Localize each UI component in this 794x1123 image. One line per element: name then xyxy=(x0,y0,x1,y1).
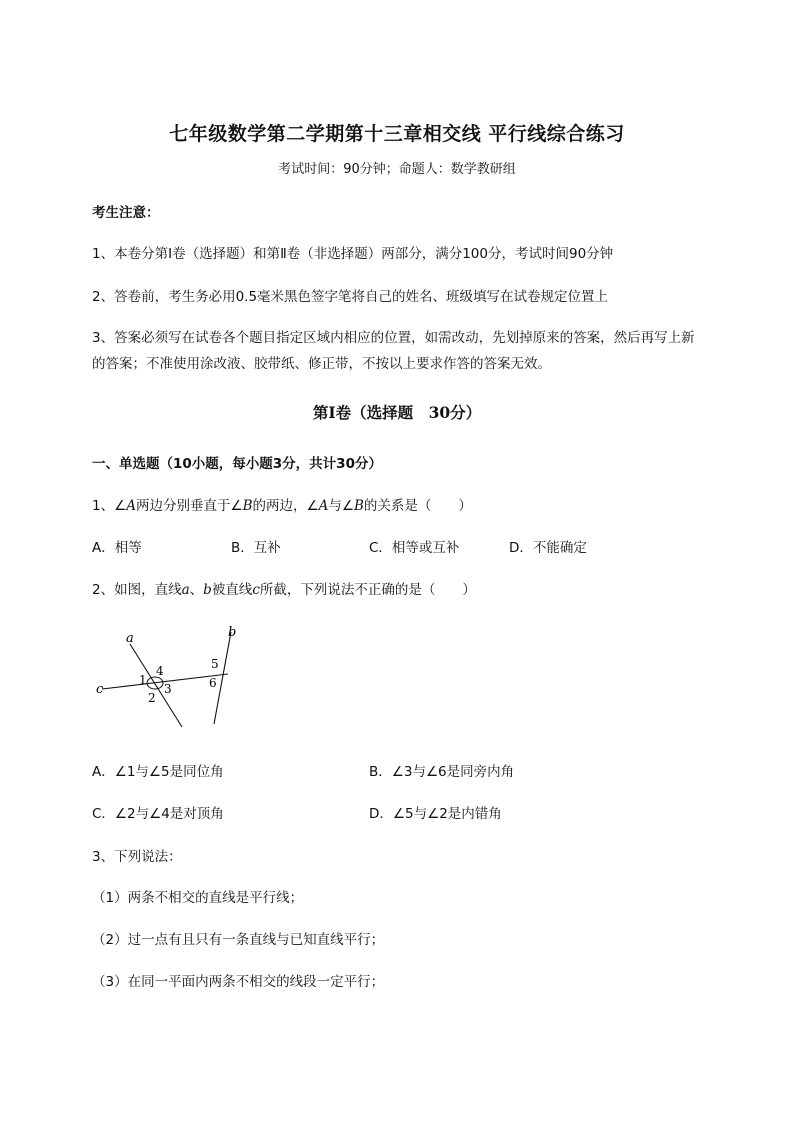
transversal-figure xyxy=(90,620,260,735)
q1-option-d[interactable]: D．不能确定 xyxy=(509,540,587,556)
q1-option-c[interactable]: C．相等或互补 xyxy=(369,540,460,556)
q2-option-c[interactable]: C．∠2与∠4是对顶角 xyxy=(92,806,224,822)
label-a: a xyxy=(126,631,134,646)
q2-option-b[interactable]: B．∠3与∠6是同旁内角 xyxy=(369,764,515,780)
q1-option-b[interactable]: B．互补 xyxy=(231,540,281,556)
angle-4: 4 xyxy=(156,664,164,678)
q3-statement-3: （3）在同一平面内两条不相交的线段一定平行； xyxy=(92,974,385,990)
page-title: 七年级数学第二学期第十三章相交线 平行线综合练习 xyxy=(169,123,625,145)
q1-mid2: 的两边，∠ xyxy=(252,498,319,514)
q2-option-d[interactable]: D．∠5与∠2是内错角 xyxy=(369,806,502,822)
question-2-stem xyxy=(92,578,476,598)
q1-mid3: 与∠ xyxy=(328,498,354,514)
angle-5: 5 xyxy=(211,657,219,671)
question-1-stem xyxy=(92,494,472,514)
q1-suffix: 的关系是（ ） xyxy=(363,498,472,514)
q3-statement-1: （1）两条不相交的直线是平行线； xyxy=(92,890,304,906)
label-b: b xyxy=(228,625,237,640)
angle-2: 2 xyxy=(148,691,156,705)
q2-option-a[interactable]: A．∠1与∠5是同位角 xyxy=(92,764,224,780)
q2-line-c: c xyxy=(252,582,260,598)
section-title: 第I卷（选择题 30分） xyxy=(312,403,482,422)
notice-item-3-cont: 的答案；不准使用涂改液、胶带纸、修正带，不按以上要求作答的答案无效。 xyxy=(92,356,551,372)
q2-mid: 被直线 xyxy=(211,582,253,598)
q1-option-a[interactable]: A．相等 xyxy=(92,540,142,556)
q1-angle-b: B xyxy=(242,498,253,514)
label-c: c xyxy=(96,682,104,697)
angle-3: 3 xyxy=(164,682,172,696)
notice-item-3: 3、答案必须写在试卷各个题目指定区域内相应的位置，如需改动，先划掉原来的答案，然后再写上新 xyxy=(92,330,695,346)
q1-angle-a: A xyxy=(126,498,136,514)
q2-sep: 、 xyxy=(189,582,204,598)
angle-1: 1 xyxy=(139,673,147,687)
q1-mid1: 两边分别垂直于∠ xyxy=(135,498,243,514)
q1-angle-a2: A xyxy=(318,498,329,514)
line-a xyxy=(130,644,182,727)
question-3-stem: 3、下列说法： xyxy=(92,849,182,865)
notice-heading: 考生注意： xyxy=(92,205,160,221)
q2-suffix: 所截，下列说法不正确的是（ ） xyxy=(259,582,476,598)
q3-statement-2: （2）过一点有且只有一条直线与已知直线平行； xyxy=(92,932,385,948)
notice-item-1: 1、本卷分第I卷（选择题）和第Ⅱ卷（非选择题）两部分，满分100分，考试时间90分钟 xyxy=(92,246,614,262)
angle-6: 6 xyxy=(209,676,217,690)
part-heading: 一、单选题（10小题，每小题3分，共计30分） xyxy=(92,456,382,472)
q2-prefix: 2、如图，直线 xyxy=(92,582,182,598)
q1-angle-b2: B xyxy=(353,498,364,514)
q2-line-a: a xyxy=(181,582,190,598)
notice-item-2: 2、答卷前，考生务必用0.5毫米黑色签字笔将自己的姓名、班级填写在试卷规定位置上 xyxy=(92,289,609,305)
q2-line-b: b xyxy=(203,582,212,598)
exam-info: 考试时间：90分钟；命题人：数学教研组 xyxy=(278,162,516,177)
q1-prefix: 1、∠ xyxy=(92,498,127,514)
